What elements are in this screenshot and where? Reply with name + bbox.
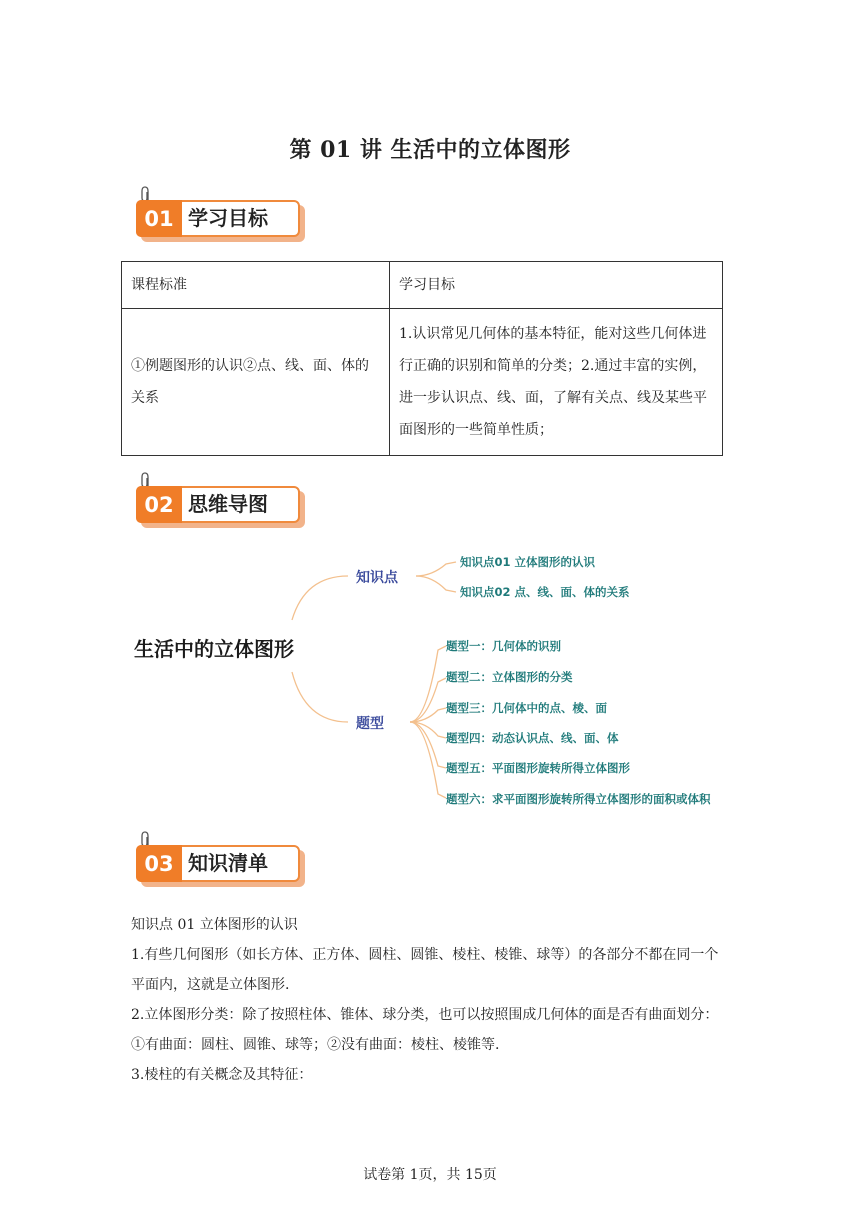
section-badge-mindmap (136, 486, 308, 530)
goals-table (121, 261, 723, 456)
section-number: 02 (136, 486, 182, 523)
section-number: 03 (136, 845, 182, 882)
mind-map-branch-types: 题型 (356, 716, 384, 732)
mind-map-leaf: 题型三：几何体中的点、棱、面 (446, 701, 607, 715)
mind-map-connectors (292, 562, 456, 798)
mind-map-leaf: 知识点01 立体图形的认识 (460, 555, 596, 569)
knowledge-heading: 知识点 01 立体图形的认识 (131, 917, 298, 933)
table-header-standard: 课程标准 (122, 262, 390, 309)
page-title: 第 01 讲 生活中的立体图形 (289, 137, 571, 163)
mind-map-branch-knowledge: 知识点 (356, 570, 398, 586)
mind-map-leaf: 知识点02 点、线、面、体的关系 (460, 585, 630, 599)
mind-map-leaf: 题型一：几何体的识别 (446, 639, 561, 653)
knowledge-paragraph: 3.棱柱的有关概念及其特征： (131, 1067, 313, 1083)
mind-map-leaf: 题型二：立体图形的分类 (446, 670, 573, 684)
section-label: 学习目标 (188, 206, 268, 230)
page-footer: 试卷第 1页，共 15页 (363, 1167, 497, 1183)
section-number: 01 (136, 200, 182, 237)
knowledge-paragraph: 1.有些几何图形（如长方体、正方体、圆柱、圆锥、棱柱、棱锥、球等）的各部分不都在同一个平面内，这就是立体图形. (131, 947, 719, 993)
mind-map-leaf: 题型六：求平面图形旋转所得立体图形的面积或体积 (446, 792, 711, 806)
table-cell-standard: ①例题图形的认识②点、线、面、体的关系 (122, 309, 390, 456)
table-cell-objective: 1.认识常见几何体的基本特征，能对这些几何体进行正确的识别和简单的分类；2.通过丰富的实例，进一步认识点、线、面，了解有关点、线及某些平面图形的一些简单性质； (390, 309, 723, 456)
table-header-objective: 学习目标 (390, 262, 723, 309)
knowledge-paragraph: 2.立体图形分类：除了按照柱体、锥体、球分类，也可以按照围成几何体的面是否有曲面划分：①有曲面：圆柱、圆锥、球等；②没有曲面：棱柱、棱锥等. (131, 1007, 719, 1053)
mind-map-leaf: 题型四：动态认识点、线、面、体 (446, 731, 619, 745)
section-label: 思维导图 (188, 492, 268, 516)
mind-map-root: 生活中的立体图形 (134, 637, 294, 661)
section-label: 知识清单 (188, 851, 268, 875)
section-badge-goals (136, 200, 308, 244)
section-badge-knowledge (136, 845, 308, 889)
mind-map-leaf: 题型五：平面图形旋转所得立体图形 (446, 761, 630, 775)
mind-map (120, 540, 740, 820)
